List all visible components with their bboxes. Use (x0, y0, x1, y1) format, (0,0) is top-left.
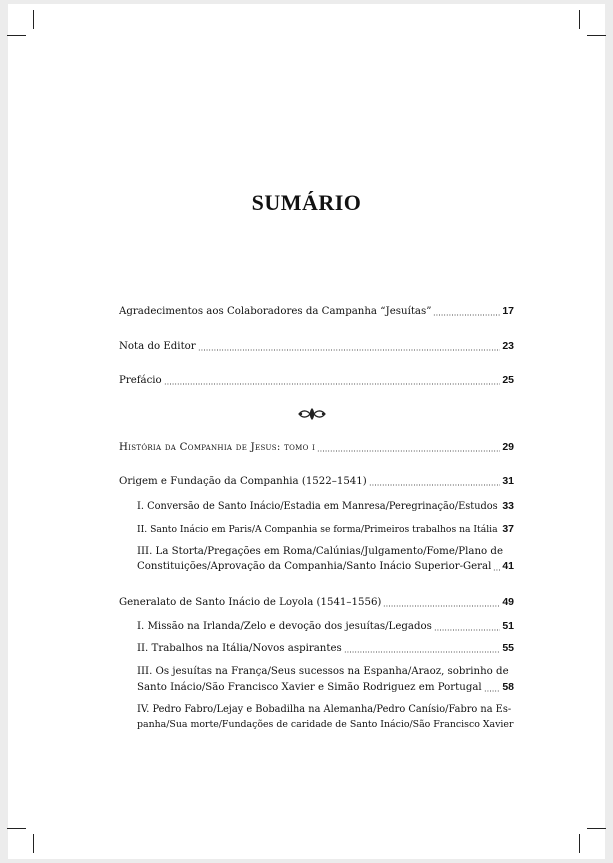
toc-entry[interactable] (137, 522, 514, 537)
toc-page-number: 31 (502, 475, 514, 487)
crop-mark (587, 35, 606, 36)
toc-entry[interactable] (137, 680, 514, 695)
toc-page-number: 49 (502, 596, 514, 608)
toc-page-number: 23 (502, 340, 514, 352)
toc-entry-title: I. Conversão de Santo Inácio/Estadia em Manresa/Peregrinação/Estudos (137, 501, 498, 512)
toc-entry[interactable] (137, 641, 514, 656)
toc-entry[interactable] (137, 499, 514, 514)
dot-leader (383, 605, 500, 607)
crop-mark (33, 834, 34, 853)
toc-entry-title: II. Trabalhos na Itália/Novos aspirantes (137, 643, 342, 654)
toc-entry-title: II. Santo Inácio em Paris/A Companhia se forma/Primeiros trabalhos na Itália (137, 524, 498, 535)
dot-leader (434, 629, 500, 631)
toc-entry-first-line: III. Os jesuítas na França/Seus sucessos na Espanha/Araoz, sobrinho de (137, 666, 509, 677)
dot-leader (500, 509, 501, 511)
toc-entry-first-line: III. La Storta/Pregações em Roma/Calúnias/Julgamento/Fome/Plano de (137, 546, 503, 557)
toc-page-number: 17 (502, 305, 514, 317)
dot-leader (484, 690, 501, 692)
toc-entry-title: Agradecimentos aos Colaboradores da Campanha “Jesuítas” (119, 306, 432, 317)
dot-leader (493, 569, 500, 571)
crop-mark (579, 10, 580, 29)
toc-entry-title: Origem e Fundação da Companhia (1522–1541) (119, 476, 367, 487)
toc-page-number: 41 (502, 560, 514, 572)
toc-part-heading[interactable] (119, 440, 514, 455)
dot-leader (433, 314, 500, 316)
toc-entry[interactable] (119, 304, 514, 319)
dot-leader (317, 450, 500, 452)
decorative-fleuron-icon (297, 406, 327, 422)
toc-entry[interactable] (137, 559, 514, 574)
toc-entry-title: Constituições/Aprovação da Companhia/Santo Inácio Superior-Geral (137, 561, 492, 572)
toc-entry-title: Nota do Editor (119, 341, 196, 352)
toc-page-number: 55 (502, 642, 514, 654)
toc-page-number: 58 (502, 681, 514, 693)
dot-leader (344, 651, 501, 653)
toc-section-heading[interactable] (119, 595, 514, 610)
toc-page-number: 29 (502, 441, 514, 453)
toc-entry-title: História da Companhia de Jesus: tomo i (119, 442, 316, 453)
dot-leader (164, 383, 501, 385)
crop-mark (587, 828, 606, 829)
toc-entry[interactable] (119, 339, 514, 354)
toc-page-number: 33 (502, 500, 514, 512)
crop-mark (7, 35, 26, 36)
toc-entry-title: Generalato de Santo Inácio de Loyola (1541–1556) (119, 597, 382, 608)
crop-mark (7, 828, 26, 829)
toc-entry-first-line: IV. Pedro Fabro/Lejay e Bobadilha na Alemanha/Pedro Canísio/Fabro na Es- (137, 704, 512, 715)
toc-entry[interactable] (137, 619, 514, 634)
dot-leader (198, 349, 501, 351)
page-title: SUMÁRIO (251, 190, 362, 215)
toc-entry-title: Prefácio (119, 375, 162, 386)
toc-entry[interactable] (119, 373, 514, 388)
dot-leader (500, 532, 501, 534)
toc-page-number: 37 (502, 523, 514, 535)
dot-leader (369, 484, 501, 486)
toc-page-number: 51 (502, 620, 514, 632)
toc-entry-title: Santo Inácio/São Francisco Xavier e Simão Rodriguez em Portugal (137, 682, 482, 693)
toc-entry-second-line: panha/Sua morte/Fundações de caridade de Santo Inácio/São Francisco Xavier (137, 719, 514, 730)
crop-mark (33, 10, 34, 29)
crop-mark (579, 834, 580, 853)
toc-section-heading[interactable] (119, 474, 514, 489)
toc-entry-title: I. Missão na Irlanda/Zelo e devoção dos jesuítas/Legados (137, 621, 432, 632)
toc-page-number: 25 (502, 374, 514, 386)
